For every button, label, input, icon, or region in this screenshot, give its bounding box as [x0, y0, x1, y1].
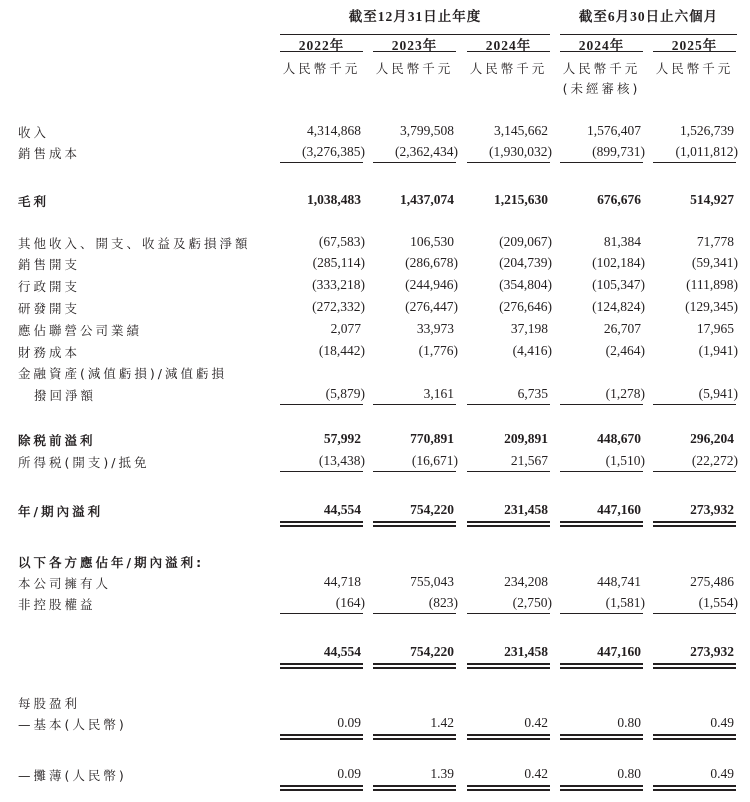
double-underline — [653, 785, 736, 791]
single-underline — [280, 613, 363, 614]
row-value: (1,581) — [605, 595, 645, 610]
row-value: 234,208 — [504, 574, 548, 589]
row-value: (1,776) — [418, 343, 458, 358]
row-value: 275,486 — [690, 574, 734, 589]
row-label: 除税前溢利 — [18, 433, 96, 448]
row-value: (67,583) — [318, 234, 365, 249]
single-underline — [467, 613, 550, 614]
double-underline — [373, 734, 456, 740]
double-underline — [280, 785, 363, 791]
column-unit: 人民幣千元 — [469, 61, 548, 76]
column-year: 2024年 — [578, 38, 625, 53]
column-unit: 人民幣千元 — [282, 61, 361, 76]
column-unit: 人民幣千元 — [375, 61, 454, 76]
column-rule — [653, 51, 736, 52]
double-underline — [653, 734, 736, 740]
row-value: 447,160 — [597, 644, 641, 659]
header-group-half: 截至6月30日止六個月 — [578, 9, 719, 24]
single-underline — [560, 613, 643, 614]
double-underline — [280, 734, 363, 740]
row-value: (5,941) — [698, 386, 738, 401]
row-value: (276,447) — [405, 299, 458, 314]
row-value: 514,927 — [690, 192, 734, 207]
double-underline — [560, 663, 643, 669]
row-value: 448,741 — [597, 574, 641, 589]
row-value: 3,161 — [423, 386, 454, 401]
row-value: 209,891 — [504, 431, 548, 446]
double-underline — [467, 734, 550, 740]
row-value: 21,567 — [510, 453, 548, 468]
row-label: 以下各方應佔年/期內溢利: — [18, 555, 205, 570]
row-value: 231,458 — [504, 502, 548, 517]
double-underline — [560, 785, 643, 791]
single-underline — [653, 613, 736, 614]
single-underline — [467, 471, 550, 472]
row-label: 非控股權益 — [18, 597, 96, 612]
row-value: 770,891 — [410, 431, 454, 446]
row-value: (129,345) — [685, 299, 738, 314]
row-label: 銷售開支 — [18, 257, 81, 272]
double-underline — [280, 663, 363, 669]
single-underline — [373, 471, 456, 472]
row-value: (1,278) — [605, 386, 645, 401]
double-underline — [373, 663, 456, 669]
double-underline — [467, 663, 550, 669]
double-underline — [373, 785, 456, 791]
single-underline — [653, 404, 736, 405]
single-underline — [467, 404, 550, 405]
double-underline — [467, 521, 550, 527]
row-label: 所得税(開支)/抵免 — [18, 455, 150, 470]
row-label: 銷售成本 — [18, 146, 81, 161]
row-label: 其他收入、開支、收益及虧損淨額 — [18, 236, 251, 251]
row-value: 3,799,508 — [400, 123, 454, 138]
row-value: (244,946) — [405, 277, 458, 292]
column-rule — [467, 51, 550, 52]
single-underline — [653, 162, 736, 163]
column-note: (未經審核) — [562, 81, 641, 96]
row-value: 3,145,662 — [494, 123, 548, 138]
row-value: (105,347) — [592, 277, 645, 292]
row-value: 448,670 — [597, 431, 641, 446]
column-year: 2022年 — [298, 38, 345, 53]
row-value: 754,220 — [410, 502, 454, 517]
row-value: 81,384 — [603, 234, 641, 249]
row-value: (2,362,434) — [395, 144, 458, 159]
double-underline — [653, 521, 736, 527]
column-year: 2023年 — [391, 38, 438, 53]
row-value: (899,731) — [592, 144, 645, 159]
row-value: (4,416) — [512, 343, 552, 358]
row-label: 年/期內溢利 — [18, 504, 104, 519]
double-underline — [280, 521, 363, 527]
row-value: 44,554 — [323, 644, 361, 659]
row-value: (286,678) — [405, 255, 458, 270]
column-rule — [373, 51, 456, 52]
row-value: 754,220 — [410, 644, 454, 659]
row-value: (2,750) — [512, 595, 552, 610]
single-underline — [373, 404, 456, 405]
row-value: 26,707 — [603, 321, 641, 336]
row-value: 0.49 — [710, 766, 734, 781]
row-value: 1,038,483 — [307, 192, 361, 207]
row-value: 6,735 — [517, 386, 548, 401]
header-group-year: 截至12月31日止年度 — [348, 9, 482, 24]
row-value: 0.09 — [337, 715, 361, 730]
row-value: (1,510) — [605, 453, 645, 468]
row-value: 44,718 — [323, 574, 361, 589]
row-label: —基本(人民幣) — [18, 717, 127, 732]
row-value: 273,932 — [690, 644, 734, 659]
row-value: 2,077 — [330, 321, 361, 336]
row-value: 447,160 — [597, 502, 641, 517]
row-value: 0.42 — [524, 715, 548, 730]
row-value: (16,671) — [411, 453, 458, 468]
single-underline — [280, 471, 363, 472]
single-underline — [560, 404, 643, 405]
row-value: 231,458 — [504, 644, 548, 659]
row-label: 金融資產(減值虧損)/減值虧損 — [18, 366, 227, 381]
row-value: 0.42 — [524, 766, 548, 781]
row-value: 0.49 — [710, 715, 734, 730]
row-value: (1,930,032) — [489, 144, 552, 159]
row-value: (333,218) — [312, 277, 365, 292]
row-value: 44,554 — [323, 502, 361, 517]
single-underline — [280, 162, 363, 163]
row-label: 毛利 — [18, 194, 50, 209]
row-value: (272,332) — [312, 299, 365, 314]
single-underline — [653, 471, 736, 472]
row-value: 71,778 — [696, 234, 734, 249]
row-value: 1.39 — [430, 766, 454, 781]
row-value: (124,824) — [592, 299, 645, 314]
row-label: 行政開支 — [18, 279, 81, 294]
column-rule — [280, 51, 363, 52]
single-underline — [560, 471, 643, 472]
row-value: 0.09 — [337, 766, 361, 781]
row-value: (13,438) — [318, 453, 365, 468]
single-underline — [373, 613, 456, 614]
row-value: (209,067) — [499, 234, 552, 249]
row-value: (823) — [428, 595, 458, 610]
row-value: 17,965 — [696, 321, 734, 336]
single-underline — [373, 162, 456, 163]
row-value: 296,204 — [690, 431, 734, 446]
row-value: 1,576,407 — [587, 123, 641, 138]
row-value: (18,442) — [318, 343, 365, 358]
row-value: 1,526,739 — [680, 123, 734, 138]
row-label: —攤薄(人民幣) — [18, 768, 127, 783]
row-label: 研發開支 — [18, 301, 81, 316]
row-value: 0.80 — [617, 766, 641, 781]
row-value: (276,646) — [499, 299, 552, 314]
column-year: 2025年 — [671, 38, 718, 53]
row-label: 應佔聯營公司業績 — [18, 323, 143, 338]
row-value: 37,198 — [510, 321, 548, 336]
row-label: 收入 — [18, 125, 50, 140]
row-value: 4,314,868 — [307, 123, 361, 138]
row-value: (285,114) — [312, 255, 365, 270]
row-value: 1,215,630 — [494, 192, 548, 207]
row-value: (1,554) — [698, 595, 738, 610]
row-value: (111,898) — [686, 277, 738, 292]
column-unit: 人民幣千元 — [655, 61, 734, 76]
row-label: 每股盈利 — [18, 696, 81, 711]
double-underline — [373, 521, 456, 527]
row-value: (1,011,812) — [675, 144, 738, 159]
row-value: 57,992 — [323, 431, 361, 446]
row-value: 0.80 — [617, 715, 641, 730]
row-value: 1,437,074 — [400, 192, 454, 207]
row-value: (204,739) — [499, 255, 552, 270]
double-underline — [560, 521, 643, 527]
row-label: 財務成本 — [18, 345, 81, 360]
row-value: (2,464) — [605, 343, 645, 358]
row-value: (164) — [335, 595, 365, 610]
row-value: 676,676 — [597, 192, 641, 207]
row-value: 33,973 — [416, 321, 454, 336]
row-value: (102,184) — [592, 255, 645, 270]
row-value: 1.42 — [430, 715, 454, 730]
row-value: (22,272) — [691, 453, 738, 468]
single-underline — [280, 404, 363, 405]
row-value: 106,530 — [410, 234, 454, 249]
single-underline — [467, 162, 550, 163]
row-value: (5,879) — [325, 386, 365, 401]
column-year: 2024年 — [485, 38, 532, 53]
double-underline — [467, 785, 550, 791]
double-underline — [653, 663, 736, 669]
row-value: (1,941) — [698, 343, 738, 358]
row-value: 273,932 — [690, 502, 734, 517]
column-unit: 人民幣千元 — [562, 61, 641, 76]
double-underline — [560, 734, 643, 740]
row-label: 本公司擁有人 — [18, 576, 112, 591]
row-label: 撥回淨額 — [34, 388, 97, 403]
row-value: 755,043 — [410, 574, 454, 589]
row-value: (354,804) — [499, 277, 552, 292]
column-rule — [560, 51, 643, 52]
row-value: (3,276,385) — [302, 144, 365, 159]
single-underline — [560, 162, 643, 163]
row-value: (59,341) — [691, 255, 738, 270]
